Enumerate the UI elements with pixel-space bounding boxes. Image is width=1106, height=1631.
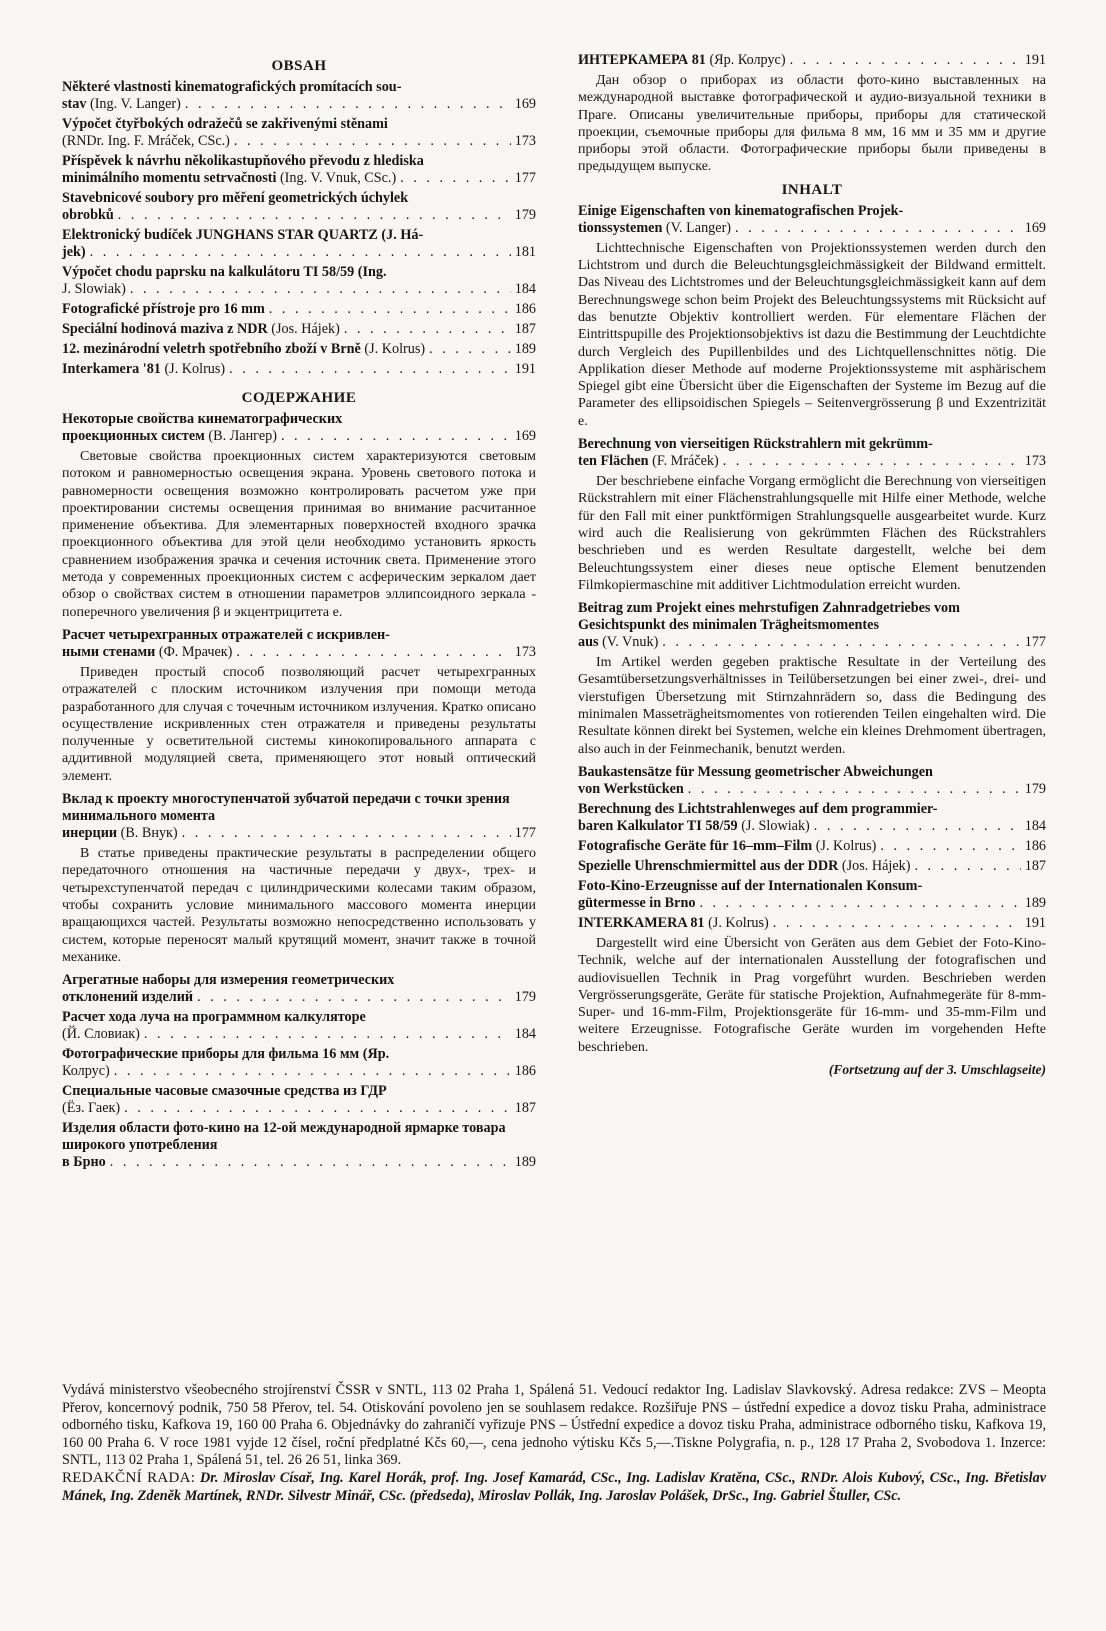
toc-entry-title: Изделия области фото-кино на 12-ой международной ярмарке товара широкого употребления: [62, 1120, 506, 1154]
obsah-list: [62, 79, 536, 378]
toc-entry[interactable]: [62, 791, 536, 842]
toc-entry-author: (Jos. Hájek): [271, 321, 340, 337]
page-number: 189: [514, 341, 536, 357]
toc-entry[interactable]: [62, 1009, 536, 1043]
abstract-text: Световые свойства проекционных систем характеризуются световым потоком и равномерностью освещения экрана. Уровень светового потока и равномерности освещения возможно контролировать расчетом уже при проектировании системы освещения принимая во внимание расчитанное применение объектива. Для элементарных поверхностей входного зрачка проекционного объектива для этой цели необходимо установить яркость сравнением изображения зрачка и сечения источник света. Применение этого метода у современных проекционных систем с асферическим зеркалом дает обзор о свойствах систем в отношении параметров эллипсоидного зеркала - поперечного увеличения β и экцентрицитета e.: [62, 449, 536, 620]
toc-entry-line: [578, 895, 1046, 912]
editorial-board-members: Dr. Miroslav Císař, Ing. Karel Horák, prof. Ing. Josef Kamarád, CSc., Ing. Ladislav Kratěna, CSc., RNDr. Alois Kubový, CSc., Ing. Břetislav Mánek, Ing. Zdeněk Martínek, RNDr. Silvestr Minář, CSc. (předseda), Miroslav Pollák, Ing. Jaroslav Polášek, DrSc., Ing. Gabriel Štuller, CSc.: [62, 1469, 1046, 1504]
toc-entry-author: (J. Kolrus): [815, 837, 877, 854]
leader-dots: [773, 915, 1021, 932]
toc-entry-line: [62, 244, 536, 261]
toc-entry-line: [578, 858, 1046, 875]
leader-dots: [236, 644, 510, 661]
toc-entry-title-end: Fotografické přístroje pro 16 mm: [62, 301, 265, 317]
toc-entry-title: Příspěvek k návrhu několikastupňového převodu z hlediska: [62, 153, 424, 169]
leader-dots: [723, 453, 1021, 470]
toc-entry-author: (В. Внук): [120, 825, 178, 842]
toc-entry-line: [62, 133, 536, 150]
toc-entry[interactable]: [578, 436, 1046, 470]
toc-entry-author: (F. Mráček): [652, 453, 719, 470]
leader-dots: [269, 301, 511, 318]
toc-entry-author: (В. Лангер): [208, 428, 277, 444]
page-number: 169: [1024, 219, 1046, 236]
page-number: 191: [1024, 52, 1046, 68]
toc-entry-author: (Jos. Hájek): [841, 857, 911, 874]
toc-entry[interactable]: [578, 915, 1046, 932]
toc-entry-title: Специальные часовые смазочные средства из ГДР: [62, 1083, 387, 1100]
toc-entry[interactable]: [578, 858, 1046, 875]
toc-entry-title: Вклад к проекту многоступенчатой зубчатой передачи с точки зрения минимального момента: [62, 791, 510, 825]
leader-dots: [197, 989, 511, 1006]
page-number: 184: [1024, 817, 1046, 834]
toc-entry-line: [62, 428, 536, 445]
toc-entry-title-end: ten Flächen (F. Mráček): [578, 453, 719, 470]
toc-entry[interactable]: [578, 600, 1046, 651]
toc-entry-title-end: gütermesse in Brno: [578, 894, 696, 911]
toc-entry[interactable]: [62, 627, 536, 661]
leader-dots: [344, 321, 511, 338]
leader-dots: [182, 825, 511, 842]
toc-entry[interactable]: [62, 264, 536, 298]
editorial-board-label: REDAKČNÍ RADA:: [62, 1469, 196, 1486]
page-number: 187: [514, 1100, 536, 1117]
toc-entry-title-end: [62, 1100, 120, 1117]
page-number: 186: [1024, 837, 1046, 854]
toc-entry-line: [62, 341, 536, 358]
continuation-note: (Fortsetzung auf der 3. Umschlagseite): [828, 1061, 1046, 1077]
toc-entry[interactable]: [578, 764, 1046, 798]
toc-entry-line: [62, 989, 536, 1006]
page-number: 173: [514, 643, 536, 660]
toc-entry-author: (RNDr. Ing. F. Mráček, CSc.): [62, 133, 230, 149]
obsah-heading: OBSAH: [271, 58, 327, 74]
page-number: 191: [514, 361, 536, 377]
leader-dots: [114, 1063, 511, 1080]
toc-entry-title: Berechnung des Lichtstrahlenweges auf dem programmier-: [578, 800, 938, 817]
toc-entry-title-end: INTERKAMERA 81 (J. Kolrus): [578, 914, 769, 931]
page-number: 179: [1024, 780, 1046, 797]
page-number: 177: [1024, 634, 1046, 651]
abstract-text: В статье приведены практические результаты в распределении общего передаточного отношения на частичные передачи у двух-, трех- и четырехступенчатой передач с цилиндрическими колесами таким образом, чтобы сохранить условие минимального массового момента инерции вращающихся частей. Результаты возможно непосредственно использовать у систем, которые переносят малый крутящий момент, значит также в точной механике.: [62, 846, 536, 965]
toc-entry[interactable]: [62, 1083, 536, 1117]
leader-dots: [124, 1100, 511, 1117]
toc-entry-title: ИНТЕРКАМЕРА 81 (Яр. Колрус): [578, 52, 786, 68]
toc-entry[interactable]: [62, 972, 536, 1006]
toc-entry-title: Elektronický budíček JUNGHANS STAR QUARTZ (J. Há-: [62, 227, 424, 243]
toc-entry-title: Některé vlastnosti kinematografických promítacích sou-: [62, 79, 402, 95]
imprint-text: Vydává ministerstvo všeobecného strojírenství ČSSR v SNTL, 113 02 Praha 1, Spálená 51. Vedoucí redaktor Ing. Ladislav Slavkovský. Adresa redakce: ZVS – Meopta Přerov, koncernový podnik, 750 58 Přerov, tel. 54. Otiskování povoleno jen se souhlasem redakce. Rozšiřuje PNS – ústřední expedice a dovoz tisku Praha, administrace odborného tisku, Kafkova 19, 160 00 Praha 6. Objednávky do zahraničí vyřizuje PNS – Ústřední expedice a dovoz tisku Praha, administrace odborného tisku, Kafkova 19, 160 00 Praha 6. V roce 1981 vyjde 12 čísel, roční předplatné Kčs 60,—, cena jednoho výtisku Kčs 5,—.Tiskne Polygrafia, n. p., 128 17 Praha 2, Svobodova 1. Inzerce: SNTL, 113 02 Praha 1, Spálená 51, tel. 26 26 51, linka 369.: [62, 1382, 1046, 1469]
toc-entry-author: (J. Kolrus): [708, 914, 769, 931]
page-number: 186: [514, 301, 536, 317]
toc-entry-line: [578, 781, 1046, 798]
toc-entry-line: [62, 1026, 536, 1043]
toc-entry-title-end: отклонений изделий: [62, 989, 194, 1006]
page-number: 186: [514, 1063, 536, 1080]
toc-entry-line: [62, 1154, 536, 1171]
soderzhanie-list: [62, 411, 536, 1171]
toc-entry-line: [62, 361, 536, 378]
toc-entry-line: [578, 220, 1046, 237]
page-number: 179: [514, 207, 536, 223]
toc-entry[interactable]: [62, 153, 536, 187]
toc-entry-author: (V. Vnuk): [602, 634, 659, 651]
toc-entry-title-end: aus (V. Vnuk): [578, 634, 659, 651]
leader-dots: [144, 1026, 511, 1043]
toc-entry-title-end: obrobků: [62, 207, 114, 223]
leader-dots: [914, 858, 1020, 875]
toc-entry-title: Baukastensätze für Messung geometrischer Abweichungen: [578, 763, 933, 780]
page-number: 184: [514, 281, 536, 297]
imprint-footer: [62, 1382, 1046, 1505]
toc-entry[interactable]: [62, 227, 536, 261]
toc-entry-line: [578, 915, 1046, 932]
page-number: 177: [514, 825, 536, 842]
toc-entry[interactable]: [62, 341, 536, 358]
toc-entry-title: Stavebnicové soubory pro měření geometrických úchylek: [62, 190, 409, 206]
toc-entry-author: (J. Kolrus): [364, 341, 426, 357]
page-number: 184: [514, 1026, 536, 1043]
abstract-text: Lichttechnische Eigenschaften von Projektionssystemen werden durch den Lichtstrom und durch die Beleuchtungsgleichmässigkeit der Bildwand ermittelt. Das Niveau des Lichtstromes und der Beleuchtungsgleichmässigkeit kann auf dem Berechnungswege schon beim Projekt des Beleuchtungssystems mit Rücksicht auf das benutzte Objektiv kontrolliert werden. Für elementare Flächen der Eintrittspupille des Projektionsobjektivs ist dazu die Bestimmung der Leuchtdichte durch Vergleich des Pupillenbildes und des Lichtquellenschnittes nötig. Die Applikation dieser Methode auf moderne Projektionssysteme mit asphärischem Spiegel gibt eine Übersicht über die Eigenschaften der Systeme im Bezug auf die Parameter des ellipsoidischen Spiegels – Seitenvergrösserung β und Exzentrizität e.: [578, 240, 1046, 429]
toc-entry-title-end: ными стенами (Ф. Мрачек): [62, 643, 233, 660]
toc-entry[interactable]: [578, 203, 1046, 237]
toc-entry[interactable]: [578, 801, 1046, 835]
toc-entry-title-end: [62, 133, 230, 150]
toc-entry-title: Výpočet chodu paprsku na kalkulátoru TI 58/59 (Ing.: [62, 264, 387, 280]
toc-entry-author: (Й. Словиак): [62, 1026, 140, 1043]
toc-entry-line: [62, 825, 536, 842]
leader-dots: [110, 1154, 511, 1171]
toc-entry-title: Некоторые свойства кинематографических: [62, 411, 343, 427]
page-number: 173: [1024, 453, 1046, 470]
leader-dots: [185, 96, 511, 113]
inhalt-list: [578, 203, 1046, 1056]
page-number: 189: [1024, 894, 1046, 911]
toc-entry-author: (V. Langer): [665, 219, 732, 236]
leader-dots: [234, 133, 511, 150]
leader-dots: [880, 838, 1020, 855]
page-number: 173: [514, 133, 536, 149]
toc-entry-title-end: stav (Ing. V. Langer): [62, 96, 181, 112]
toc-entry-title-end: [62, 1063, 110, 1080]
toc-entry[interactable]: [62, 321, 536, 338]
toc-entry-title-end: Fotografische Geräte für 16–mm–Film (J. Kolrus): [578, 837, 877, 854]
toc-entry-title-end: Interkamera '81 (J. Kolrus): [62, 361, 226, 377]
soderzhanie-heading: СОДЕРЖАНИЕ: [241, 390, 357, 406]
leader-dots: [400, 170, 511, 187]
toc-entry[interactable]: [578, 878, 1046, 912]
toc-entry-title: Einige Eigenschaften von kinematografischen Projek-: [578, 202, 904, 219]
toc-entry-title-end: Speciální hodinová maziva z NDR (Jos. Hájek): [62, 321, 340, 337]
toc-entry-title: Расчет четырехгранных отражателей с искривлен-: [62, 626, 390, 643]
page-number: 187: [1024, 857, 1046, 874]
toc-entry-author: (Ф. Мрачек): [158, 643, 233, 660]
toc-entry-interkamera-ru[interactable]: [578, 52, 1046, 69]
toc-entry-line: [578, 52, 1046, 69]
toc-entry[interactable]: [62, 190, 536, 224]
toc-entry-title-end: [62, 281, 126, 298]
toc-entry-title: Výpočet čtyřbokých odražečů se zakřivenými stěnami: [62, 116, 388, 132]
toc-entry-author: J. Slowiak): [62, 281, 126, 297]
leader-dots: [814, 818, 1021, 835]
abstract-text: Der beschriebene einfache Vorgang ermöglicht die Berechnung von vierseitigen Rückstrahlern mit einer Flächenstrahlungsquelle mit Hilfe einer Methode, welche für den Fall mit einer punktförmigen Strahlungsquelle ausgearbeitet wurde. Kurz wird auch die Realisierung von gekrümmten Flächen des Rückstrahlers beschrieben und es werden Resultate dargestellt, welche bei dem Beleuchtungssystem einer dieses neue optische Element benutzenden Filmkopiermaschine mit additiver Lichtmodulation erreicht wurden.: [578, 474, 1046, 593]
inhalt-heading: INHALT: [781, 181, 843, 198]
page-number: 169: [514, 96, 536, 112]
leader-dots: [130, 281, 511, 298]
leader-dots: [90, 244, 511, 261]
toc-entry-title-end: 12. mezinárodní veletrh spotřebního zboží v Brně (J. Kolrus): [62, 341, 426, 357]
leader-dots: [118, 207, 511, 224]
toc-entry-title: Расчет хода луча на программном калкуляторе: [62, 1009, 366, 1026]
page-number: 187: [514, 321, 536, 337]
page-number: 179: [514, 989, 536, 1006]
toc-entry[interactable]: [62, 79, 536, 113]
toc-entry[interactable]: [62, 301, 536, 318]
toc-entry-line: [578, 838, 1046, 855]
toc-entry-author: (Ing. V. Vnuk, CSc.): [279, 170, 397, 186]
toc-entry-title-end: tionssystemen (V. Langer): [578, 219, 732, 236]
toc-entry[interactable]: [62, 1120, 536, 1171]
toc-entry-title: Berechnung von vierseitigen Rückstrahlern mit gekrümm-: [578, 436, 933, 453]
toc-entry-title-end: инерции (В. Внук): [62, 825, 178, 842]
leader-dots: [699, 895, 1020, 912]
toc-entry-author: Колрус): [62, 1063, 110, 1080]
toc-entry[interactable]: [62, 1046, 536, 1080]
toc-entry[interactable]: [578, 838, 1046, 855]
leader-dots: [281, 428, 511, 445]
toc-entry-author: (Ёз. Гаек): [62, 1100, 121, 1117]
toc-entry-title-end: minimálního momentu setrvačnosti (Ing. V. Vnuk, CSc.): [62, 170, 397, 186]
toc-entry-line: [62, 644, 536, 661]
page-number: 189: [514, 1154, 536, 1171]
toc-entry[interactable]: [62, 116, 536, 150]
toc-entry-author: (J. Slowiak): [741, 817, 810, 834]
toc-entry-title-end: jek): [62, 244, 86, 260]
toc-entry-title-end: baren Kalkulator TI 58/59 (J. Slowiak): [578, 817, 810, 834]
toc-entry-line: [62, 1063, 536, 1080]
toc-entry-line: [62, 207, 536, 224]
toc-entry-line: [578, 818, 1046, 835]
page-number: 169: [514, 428, 536, 444]
toc-entry-line: [62, 281, 536, 298]
toc-entry[interactable]: [62, 411, 536, 445]
toc-entry[interactable]: [62, 361, 536, 378]
toc-entry-title: Агрегатные наборы для измерения геометрических: [62, 972, 395, 989]
toc-entry-title-end: проекционных систем (В. Лангер): [62, 428, 277, 444]
abstract-text: Dargestellt wird eine Übersicht von Geräten aus dem Gebiet der Foto-Kino-Technik, welche auf der internationalen Ausstellung der fotografischen und audiovisuellen Technik in Prag vorgeführt wurden. Beschrieben werden Vergrösserungsgeräte, Geräte für statische Projektion, Aufnahmegeräte für 8-mm-Super- und 16-mm-Film, Projektionsgeräte für 16-mm- und 35-mm-Film und weitere Erzeugnisse. Fotografische Geräte wurden im vorgehenden Hefte beschrieben.: [578, 935, 1046, 1055]
leader-dots: [429, 341, 511, 358]
right-column: [578, 52, 1046, 1078]
toc-entry-line: [578, 453, 1046, 470]
left-column: [62, 52, 536, 1174]
toc-entry-title-end: Spezielle Uhrenschmiermittel aus der DDR (Jos. Hájek): [578, 857, 911, 874]
toc-entry-author: (Ing. V. Langer): [89, 96, 181, 112]
toc-entry-line: [62, 170, 536, 187]
abstract-text: Приведен простый способ позволяющий расчет четырехгранных отражателей с плоским источником излучения при помощи метода разработанного для случая с точечным источником излучения. Кратко описано осуществление искривленных стен отражателя и приведены результаты полученные у осветительной системы кинокопировального аппарата с аддитивной модуляцией света, применяющего этот новый оптический элемент.: [62, 664, 536, 784]
leader-dots: [735, 220, 1021, 237]
page-number: 191: [1024, 914, 1046, 931]
abstract-text: Дан обзор о приборах из области фото-кино выставленных на международной выставке фотографической и аудио-визуальной техники в Праге. Описаны увеличительные приборы, приборы для статической проекции, съемочные приборы для фильма 8 мм, 16 мм и 35 мм и другие приборы этой области. Фотографические приборы были приведены в предыдущем выпуске.: [578, 73, 1046, 175]
abstract-text: Im Artikel werden gegeben praktische Resultate in der Verteilung des Gesamtübersetzungsverhältnisses in Teilübersetzungen bei einer zwei-, drei- und vierstufigen Übersetzung mit Stirnzahnrädern so, dass die Bedingung des minimalen Masseträgheitsmomentes von rotierenden Teilen eingehalten wird. Die Resultate können direkt bei Systemen, welche ein kleines Drehmoment übertragen, also auch in der Feinmechanik, benutzt werden.: [578, 655, 1046, 757]
toc-entry-title: Beitrag zum Projekt eines mehrstufigen Zahnradgetriebes vom Gesichtspunkt des minimalen Trägheitsmomentes: [578, 600, 960, 634]
leader-dots: [688, 781, 1021, 798]
page-number: 181: [514, 244, 536, 260]
toc-entry-line: [62, 301, 536, 318]
toc-entry-line: [62, 96, 536, 113]
leader-dots: [662, 634, 1020, 651]
toc-entry-line: [62, 1100, 536, 1117]
toc-entry-title-end: в Брно: [62, 1154, 106, 1171]
page-number: 177: [514, 170, 536, 186]
toc-entry-title: Фотографические приборы для фильма 16 мм (Яр.: [62, 1046, 390, 1063]
toc-entry-title-end: von Werkstücken: [578, 780, 684, 797]
toc-entry-line: [62, 321, 536, 338]
toc-entry-title: Foto-Kino-Erzeugnisse auf der Internationalen Konsum-: [578, 877, 923, 894]
toc-entry-title-end: [62, 1026, 140, 1043]
toc-entry-author: (J. Kolrus): [164, 361, 226, 377]
toc-entry-line: [578, 634, 1046, 651]
leader-dots: [790, 52, 1021, 69]
leader-dots: [229, 361, 511, 378]
